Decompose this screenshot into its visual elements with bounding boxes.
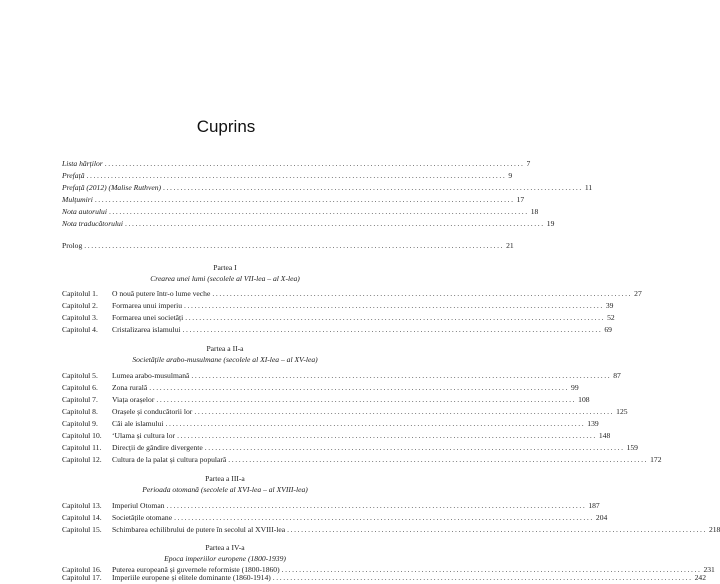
dot-leader: ........................................................................................................................ xyxy=(281,565,702,574)
toc-chapter: Capitolul 12. Cultura de la palat și cultura populară ........................................................................................................................ 172 xyxy=(62,455,662,464)
toc-chapter: Capitolul 3. Formarea unei societăți ........................................................................................................................ 52 xyxy=(62,313,615,322)
dot-leader: ........................................................................................................................ xyxy=(191,371,612,380)
toc-chapter: Capitolul 4. Cristalizarea islamului ........................................................................................................................ 69 xyxy=(62,325,612,334)
toc-entry: Prefață (2012) (Malise Ruthven) ........................................................................................................................ 11 xyxy=(62,183,593,192)
toc-entry: Mulțumiri ........................................................................................................................ 17 xyxy=(62,195,525,204)
toc-chapter: Capitolul 11. Direcții de gândire divergente ........................................................................................................................ 159 xyxy=(62,443,638,452)
dot-leader: ........................................................................................................................ xyxy=(124,219,545,228)
dot-leader: ........................................................................................................................ xyxy=(165,419,586,428)
dot-leader: ........................................................................................................................ xyxy=(84,241,505,250)
toc-chapter: Capitolul 5. Lumea arabo-musulmană ........................................................................................................................ 87 xyxy=(62,371,621,380)
part-heading: Partea a IV-a Epoca imperiilor europene (1800-1939) xyxy=(164,543,286,563)
toc-chapter: Capitolul 8. Orașele și conducătorii lor ........................................................................................................................ 125 xyxy=(62,407,628,416)
toc-chapter: Capitolul 1. O nouă putere într-o lume veche ........................................................................................................................ 27 xyxy=(62,289,642,298)
dot-leader: ........................................................................................................................ xyxy=(182,325,603,334)
toc-chapter: Capitolul 17. Imperiile europene și elitele dominante (1860-1914) ........................................................................................................................ 242 xyxy=(62,573,706,582)
dot-leader: ........................................................................................................................ xyxy=(166,501,587,510)
part-heading: Partea I Crearea unei lumi (secolele al VII-lea – al X-lea) xyxy=(150,263,300,283)
dot-leader: ........................................................................................................................ xyxy=(287,525,707,534)
dot-leader: ........................................................................................................................ xyxy=(185,313,606,322)
dot-leader: ........................................................................................................................ xyxy=(174,513,594,522)
part-heading: Partea a II-a Societățile arabo-musulmane (secolele al XI-lea – al XV-lea) xyxy=(132,344,318,364)
dot-leader: ........................................................................................................................ xyxy=(149,383,570,392)
toc-entry: Prefață ........................................................................................................................ 9 xyxy=(62,171,513,180)
dot-leader: ........................................................................................................................ xyxy=(212,289,633,298)
dot-leader: ........................................................................................................................ xyxy=(163,183,583,192)
dot-leader: ........................................................................................................................ xyxy=(184,301,604,310)
dot-leader: ........................................................................................................................ xyxy=(156,395,577,404)
dot-leader: ........................................................................................................................ xyxy=(204,443,625,452)
toc-chapter: Capitolul 14. Societățile otomane ........................................................................................................................ 204 xyxy=(62,513,608,522)
dot-leader: ........................................................................................................................ xyxy=(194,407,615,416)
toc-chapter: Capitolul 16. Puterea europeană și guvernele reformiste (1800-1860) ........................................................................................................................ 231 xyxy=(62,565,715,574)
dot-leader: ........................................................................................................................ xyxy=(228,455,649,464)
toc-chapter: Capitolul 10. ‘Ulama și cultura lor ........................................................................................................................ 148 xyxy=(62,431,611,440)
dot-leader: ........................................................................................................................ xyxy=(94,195,515,204)
toc-chapter: Capitolul 15. Schimbarea echilibrului de putere în secolul al XVIII-lea ........................................................................................................................ 218 xyxy=(62,525,720,534)
toc-chapter: Capitolul 7. Viața orașelor ........................................................................................................................ 108 xyxy=(62,395,590,404)
dot-leader: ........................................................................................................................ xyxy=(177,431,597,440)
part-heading: Partea a III-a Perioada otomană (secolele al XVI-lea – al XVIII-lea) xyxy=(142,474,308,494)
toc-entry-prolog: Prolog ........................................................................................................................ 21 xyxy=(62,241,514,250)
dot-leader: ........................................................................................................................ xyxy=(86,171,507,180)
toc-entry: Lista hărților ........................................................................................................................ 7 xyxy=(62,159,531,168)
toc-chapter: Capitolul 13. Imperiul Otoman ........................................................................................................................ 187 xyxy=(62,501,600,510)
toc-entry: Nota traducătorului ........................................................................................................................ 19 xyxy=(62,219,555,228)
toc-chapter: Capitolul 2. Formarea unui imperiu ........................................................................................................................ 39 xyxy=(62,301,614,310)
toc-chapter: Capitolul 9. Căi ale islamului ........................................................................................................................ 139 xyxy=(62,419,599,428)
page-title: Cuprins xyxy=(196,117,256,136)
dot-leader: ........................................................................................................................ xyxy=(272,573,693,582)
dot-leader: ........................................................................................................................ xyxy=(108,207,529,216)
dot-leader: ........................................................................................................................ xyxy=(104,159,525,168)
toc-chapter: Capitolul 6. Zona rurală ........................................................................................................................ 99 xyxy=(62,383,579,392)
toc-entry: Nota autorului ........................................................................................................................ 18 xyxy=(62,207,539,216)
